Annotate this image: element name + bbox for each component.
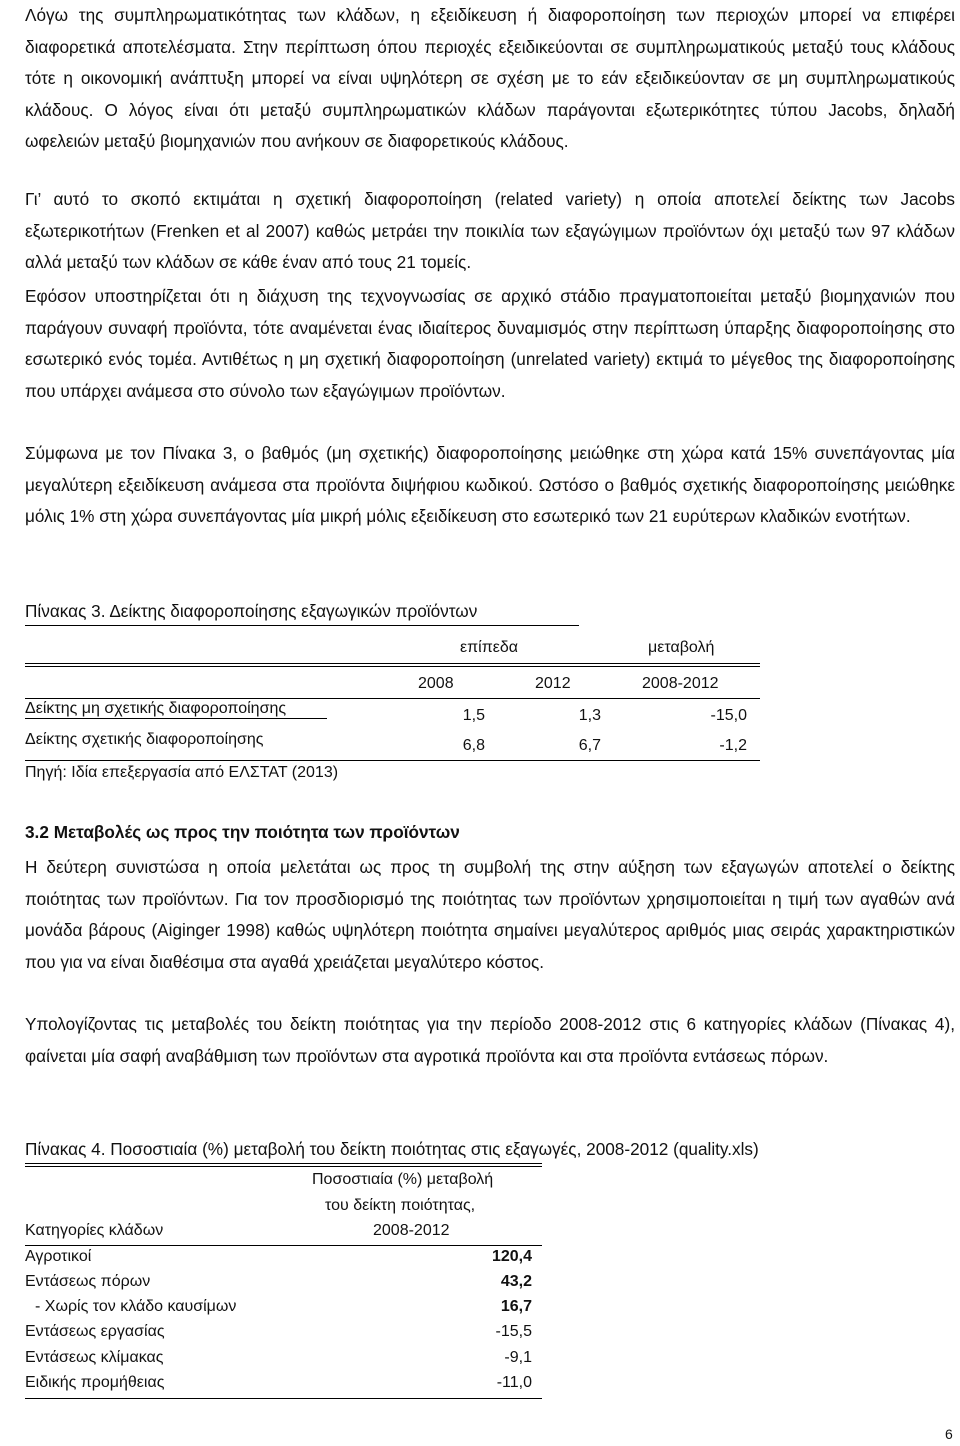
table3-top-border — [25, 663, 760, 664]
table4-row-value: -11,0 — [496, 1374, 532, 1391]
table4-caption-prefix: Πίνακας 4. — [25, 1139, 106, 1159]
table4-top-border — [25, 1166, 542, 1167]
table4-header-rule — [25, 1245, 542, 1246]
table3-col-change: 2008-2012 — [642, 675, 719, 692]
table3-col-2008: 2008 — [418, 675, 454, 692]
table4-row-value: 16,7 — [500, 1298, 532, 1315]
table3-col-2012: 2012 — [535, 675, 571, 692]
table4-row-label: Αγροτικοί — [25, 1248, 92, 1265]
paragraph-text: Εφόσον υποστηρίζεται ότι η διάχυση της τεχνογνωσίας σε αρχικό στάδιο πραγματοποιείται μεταξύ βιομηχανιών που παράγουν συναφή προϊόντα, τότε αναμένεται ένας ιδιαίτερος δυναμισμός στην περίπτωση ύπαρξης διαφοροποίησης στο εσωτερικό ενός τομέα. Αντιθέτως η μη σχετική διαφοροποίηση (unrelated variety) εκτιμά το μέγεθος της διαφοροποίησης που υπάρχει ανάμεσα στο σύνολο των εξαγώγιμων προϊόντων. — [25, 286, 955, 401]
table3-caption — [25, 601, 477, 622]
table4-header-value-line1: Ποσοστιαία (%) μεταβολή — [312, 1171, 494, 1188]
table3-cell-2012: 1,3 — [578, 707, 601, 724]
table3-cell-2008: 6,8 — [462, 737, 485, 754]
section-number: 3.2 — [25, 822, 49, 842]
paragraph-quality-index — [25, 852, 955, 978]
table3-row-label: Δείκτης σχετικής διαφοροποίησης — [25, 731, 264, 748]
section-heading — [25, 822, 460, 843]
table4-caption — [25, 1139, 759, 1160]
paragraph-table3-discussion — [25, 438, 955, 533]
paragraph-text: Γι’ αυτό το σκοπό εκτιμάται η σχετική διαφοροποίηση (related variety) η οποία αποτελεί δείκτης των Jacobs εξωτερικοτήτων (Frenken et al 2007) καθώς μετράει την ποικιλία των εξαγώγιμων προϊόντων όχι μεταξύ των 97 κλάδων αλλά μεταξύ των κλάδων σε κάθε έναν από τους 21 τομείς. — [25, 189, 955, 273]
paragraph-complementarity — [25, 0, 955, 158]
paragraph-unrelated-variety — [25, 281, 955, 407]
paragraph-related-variety — [25, 184, 955, 279]
page-number: 6 — [945, 1426, 953, 1442]
table3-caption-underline — [25, 625, 579, 626]
table4-row-label: - Χωρίς τον κλάδο καυσίμων — [35, 1298, 237, 1315]
table3-caption-text: Δείκτης διαφοροποίησης εξαγωγικών προϊόντων — [109, 601, 478, 621]
table3-header-rule — [25, 666, 760, 667]
table3-row-label: Δείκτης μη σχετικής διαφοροποίησης — [25, 700, 287, 717]
table3-subheader-rule — [25, 698, 760, 699]
table3-cell-2012: 6,7 — [578, 737, 601, 754]
table3-cell-2008: 1,5 — [462, 707, 485, 724]
table3-group-change: μεταβολή — [648, 639, 715, 656]
paragraph-text: Υπολογίζοντας τις μεταβολές του δείκτη ποιότητας για την περίοδο 2008-2012 στις 6 κατηγορίες κλάδων (Πίνακας 4), φαίνεται μία σαφή αναβάθμιση των προϊόντων στα αγροτικά προϊόντα και στα προϊόντα εντάσεως πόρων. — [25, 1014, 955, 1066]
table4-row-value: -9,1 — [504, 1349, 532, 1366]
table3-caption-prefix: Πίνακας 3. — [25, 601, 106, 621]
table4-caption-text: Ποσοστιαία (%) μεταβολή του δείκτη ποιότητας στις εξαγωγές, 2008-2012 (quality.xls) — [110, 1139, 759, 1159]
table3-source: Πηγή: Ιδία επεξεργασία από ΕΛΣΤΑΤ (2013) — [25, 764, 339, 781]
table3-cell-change: -15,0 — [710, 707, 747, 724]
table3-cell-change: -1,2 — [719, 737, 747, 754]
table4-bottom-border — [25, 1398, 542, 1399]
paragraph-quality-changes — [25, 1009, 955, 1072]
table3-row-underline — [25, 718, 327, 719]
table4-header-value-line2: του δείκτη ποιότητας, — [325, 1197, 476, 1214]
table3-group-levels: επίπεδα — [460, 639, 519, 656]
section-title: Μεταβολές ως προς την ποιότητα των προϊόντων — [53, 822, 460, 842]
paragraph-text: Η δεύτερη συνιστώσα η οποία μελετάται ως προς τη συμβολή της στην αύξηση των εξαγωγών αποτελεί ο δείκτης ποιότητας των προϊόντων. Για τον προσδιορισμό της ποιότητας των προϊόντων χρησιμοποιείται η τιμή των αγαθών ανά μονάδα βάρους (Aiginger 1998) καθώς υψηλότερη ποιότητα σημαίνει μεγαλύτερος αριθμός μιας σειράς χαρακτηριστικών που για να είναι διαθέσιμα στα αγαθά χρειάζεται μεγαλύτερο κόστος. — [25, 857, 955, 972]
table4-row-label: Εντάσεως εργασίας — [25, 1323, 165, 1340]
table4-row-label: Ειδικής προμήθειας — [25, 1374, 165, 1391]
table4-row-value: 43,2 — [500, 1273, 532, 1290]
paragraph-text: Λόγω της συμπληρωματικότητας των κλάδων, η εξειδίκευση ή διαφοροποίηση των περιοχών μπορεί να επιφέρει διαφορετικά αποτελέσματα. Στην περίπτωση όπου περιοχές εξειδικεύονται σε συμπληρωματικούς μεταξύ τους κλάδους τότε η οικονομική ανάπτυξη μπορεί να είναι υψηλότερη σε σχέση με το εάν εξειδικεύονταν σε μη συμπληρωματικούς κλάδους. Ο λόγος είναι ότι μεταξύ συμπληρωματικών κλάδων παράγονται εξωτερικότητες τύπου Jacobs, δηλαδή ωφελειών μεταξύ βιομηχανιών που ανήκουν σε διαφορετικούς κλάδους. — [25, 5, 955, 152]
table4-row-value: -15,5 — [495, 1323, 532, 1340]
table4-header-value-line3: 2008-2012 — [373, 1222, 450, 1239]
table4-row-label: Εντάσεως πόρων — [25, 1273, 151, 1290]
table4-row-label: Εντάσεως κλίμακας — [25, 1349, 164, 1366]
table4-caption-underline — [25, 1163, 542, 1164]
table4-header-category: Κατηγορίες κλάδων — [25, 1222, 164, 1239]
paragraph-text: Σύμφωνα με τον Πίνακα 3, ο βαθμός (μη σχετικής) διαφοροποίησης μειώθηκε στη χώρα κατά 15% συνεπάγοντας μία μεγαλύτερη εξειδίκευση ανάμεσα στα προϊόντα διψήφιου κωδικού. Ωστόσο ο βαθμός σχετικής διαφοροποίησης μειώθηκε μόλις 1% στη χώρα συνεπάγοντας μία μικρή μόλις εξειδίκευση στο εσωτερικό των 21 ευρύτερων κλαδικών ενοτήτων. — [25, 443, 955, 527]
table4-row-value: 120,4 — [491, 1248, 532, 1265]
table3-bottom-border — [25, 760, 760, 761]
